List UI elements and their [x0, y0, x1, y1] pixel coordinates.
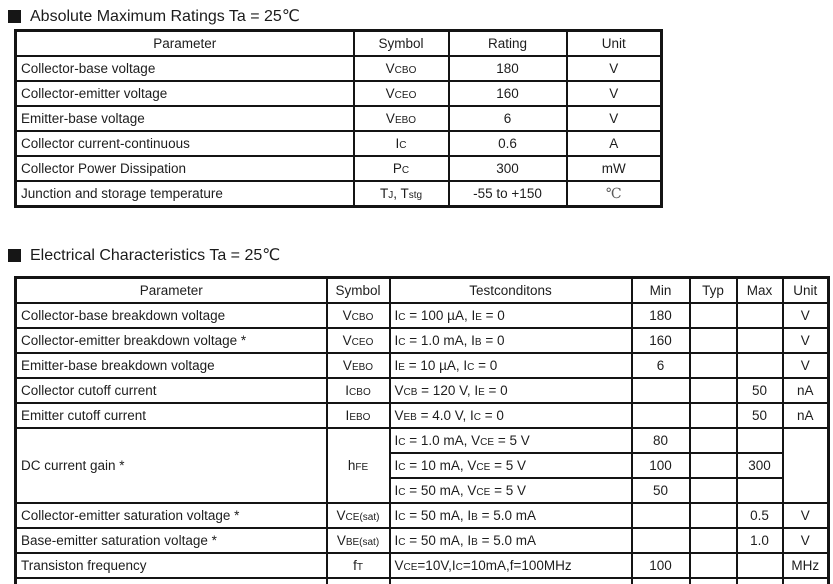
table-row-hfe: [16, 428, 829, 453]
cell-typ: [690, 353, 737, 378]
cell-unit: [783, 428, 829, 503]
table-row: [16, 503, 829, 528]
electrical-characteristics-table-container: [14, 276, 830, 584]
cell-max: [737, 428, 783, 453]
cell-rating: 0.6: [449, 131, 567, 156]
cell-parameter: Transiston frequency: [16, 553, 327, 578]
cell-parameter: Collector cutoff current: [16, 378, 327, 403]
cell-unit: MHz: [783, 553, 829, 578]
cell-symbol: VEBO: [327, 353, 390, 378]
cell-max: [737, 578, 783, 584]
table-row: [16, 353, 829, 378]
cell-min: 50: [632, 478, 690, 503]
cell-unit: V: [783, 303, 829, 328]
col-header-rating: Rating: [449, 31, 567, 57]
col-header-parameter: Parameter: [16, 278, 327, 304]
cell-min: [632, 503, 690, 528]
cell-symbol: VEBO: [354, 106, 449, 131]
section-marker-icon: [8, 10, 21, 23]
cell-max: [737, 328, 783, 353]
cell-symbol: TJ, Tstg: [354, 181, 449, 207]
cell-symbol: [327, 578, 390, 584]
cell-symbol: PC: [354, 156, 449, 181]
cell-rating: 180: [449, 56, 567, 81]
cell-symbol: IC: [354, 131, 449, 156]
cell-parameter: DC current gain *: [16, 428, 327, 503]
cell-unit: V: [783, 503, 829, 528]
cell-unit: V: [783, 528, 829, 553]
cell-testcondition: IC = 1.0 mA, IB = 0: [390, 328, 632, 353]
cell-parameter: Collector-base breakdown voltage: [16, 303, 327, 328]
col-header-typ: Typ: [690, 278, 737, 304]
cell-typ: [690, 503, 737, 528]
cell-symbol: VCBO: [354, 56, 449, 81]
cell-typ: [690, 378, 737, 403]
cell-typ: [690, 403, 737, 428]
cell-symbol: VCEO: [354, 81, 449, 106]
cell-typ: [690, 578, 737, 584]
cell-typ: [690, 553, 737, 578]
cell-typ: [690, 428, 737, 453]
cell-max: 300: [737, 453, 783, 478]
section-title-text: Electrical Characteristics Ta = 25℃: [30, 247, 281, 264]
cell-testcondition: VEB = 4.0 V, IC = 0: [390, 403, 632, 428]
cell-parameter: Junction and storage temperature: [16, 181, 354, 207]
table-row: [16, 403, 829, 428]
electrical-characteristics-table: [14, 276, 830, 584]
table-row: [16, 56, 662, 81]
cell-symbol: ICBO: [327, 378, 390, 403]
table-row: [16, 378, 829, 403]
cell-testcondition: IC = 1.0 mA, VCE = 5 V: [390, 428, 632, 453]
table-row: [16, 106, 662, 131]
cell-parameter: Emitter-base voltage: [16, 106, 354, 131]
table-row: [16, 81, 662, 106]
cell-unit: V: [567, 81, 662, 106]
cell-min: [632, 578, 690, 584]
cell-rating: 300: [449, 156, 567, 181]
cell-rating: 160: [449, 81, 567, 106]
cell-symbol: hFE: [327, 428, 390, 503]
cell-testcondition: VCB = 120 V, IE = 0: [390, 378, 632, 403]
table-row: [16, 528, 829, 553]
cell-max: [737, 553, 783, 578]
table-row-clipped: [16, 578, 829, 584]
section-marker-icon: [8, 249, 21, 262]
col-header-symbol: Symbol: [354, 31, 449, 57]
table-row: [16, 303, 829, 328]
cell-unit: V: [783, 328, 829, 353]
cell-symbol: VCE(sat): [327, 503, 390, 528]
cell-min: [632, 403, 690, 428]
cell-testcondition: [390, 578, 632, 584]
table-row: [16, 181, 662, 207]
cell-parameter: Collector-base voltage: [16, 56, 354, 81]
cell-parameter: Emitter cutoff current: [16, 403, 327, 428]
cell-max: 50: [737, 403, 783, 428]
table-header-row: [16, 278, 829, 304]
absolute-maximum-ratings-table: [14, 29, 663, 208]
table-row: [16, 553, 829, 578]
cell-max: 0.5: [737, 503, 783, 528]
cell-parameter: Emitter-base breakdown voltage: [16, 353, 327, 378]
cell-testcondition: IC = 50 mA, IB = 5.0 mA: [390, 503, 632, 528]
cell-typ: [690, 528, 737, 553]
section-title-electrical-characteristics: [8, 245, 280, 265]
cell-testcondition: VCE=10V,IC=10mA,f=100MHz: [390, 553, 632, 578]
cell-parameter: Collector-emitter breakdown voltage *: [16, 328, 327, 353]
cell-min: [632, 378, 690, 403]
cell-unit: V: [567, 106, 662, 131]
cell-unit: A: [567, 131, 662, 156]
cell-typ: [690, 303, 737, 328]
cell-unit: [783, 578, 829, 584]
cell-symbol: VCBO: [327, 303, 390, 328]
cell-unit: V: [783, 353, 829, 378]
cell-max: [737, 478, 783, 503]
cell-unit: nA: [783, 378, 829, 403]
cell-unit: mW: [567, 156, 662, 181]
cell-typ: [690, 453, 737, 478]
table-row: [16, 156, 662, 181]
cell-unit: V: [567, 56, 662, 81]
cell-max: [737, 303, 783, 328]
cell-symbol: VCEO: [327, 328, 390, 353]
cell-testcondition: IC = 10 mA, VCE = 5 V: [390, 453, 632, 478]
cell-testcondition: IC = 50 mA, VCE = 5 V: [390, 478, 632, 503]
cell-min: 6: [632, 353, 690, 378]
cell-unit: ℃: [567, 181, 662, 207]
col-header-unit: Unit: [783, 278, 829, 304]
cell-testcondition: IC = 100 µA, IE = 0: [390, 303, 632, 328]
cell-min: [632, 528, 690, 553]
cell-parameter: Collector current-continuous: [16, 131, 354, 156]
cell-parameter: [16, 578, 327, 584]
col-header-min: Min: [632, 278, 690, 304]
section-title-text: Absolute Maximum Ratings Ta = 25℃: [30, 8, 300, 25]
col-header-symbol: Symbol: [327, 278, 390, 304]
cell-testcondition: IE = 10 µA, IC = 0: [390, 353, 632, 378]
cell-min: 180: [632, 303, 690, 328]
cell-testcondition: IC = 50 mA, IB = 5.0 mA: [390, 528, 632, 553]
cell-max: 1.0: [737, 528, 783, 553]
cell-min: 100: [632, 453, 690, 478]
cell-parameter: Base-emitter saturation voltage *: [16, 528, 327, 553]
cell-rating: 6: [449, 106, 567, 131]
cell-symbol: VBE(sat): [327, 528, 390, 553]
table-header-row: [16, 31, 662, 57]
cell-max: 50: [737, 378, 783, 403]
cell-parameter: Collector Power Dissipation: [16, 156, 354, 181]
cell-typ: [690, 478, 737, 503]
cell-max: [737, 353, 783, 378]
section-title-absolute-maximum-ratings: [8, 6, 300, 26]
cell-min: 160: [632, 328, 690, 353]
cell-min: 80: [632, 428, 690, 453]
cell-typ: [690, 328, 737, 353]
cell-parameter: Collector-emitter saturation voltage *: [16, 503, 327, 528]
col-header-parameter: Parameter: [16, 31, 354, 57]
col-header-max: Max: [737, 278, 783, 304]
cell-unit: nA: [783, 403, 829, 428]
table-row: [16, 131, 662, 156]
col-header-testconditions: Testconditons: [390, 278, 632, 304]
cell-parameter: Collector-emitter voltage: [16, 81, 354, 106]
cell-symbol: IEBO: [327, 403, 390, 428]
table-row: [16, 328, 829, 353]
cell-min: 100: [632, 553, 690, 578]
cell-symbol: fT: [327, 553, 390, 578]
col-header-unit: Unit: [567, 31, 662, 57]
cell-rating: -55 to +150: [449, 181, 567, 207]
